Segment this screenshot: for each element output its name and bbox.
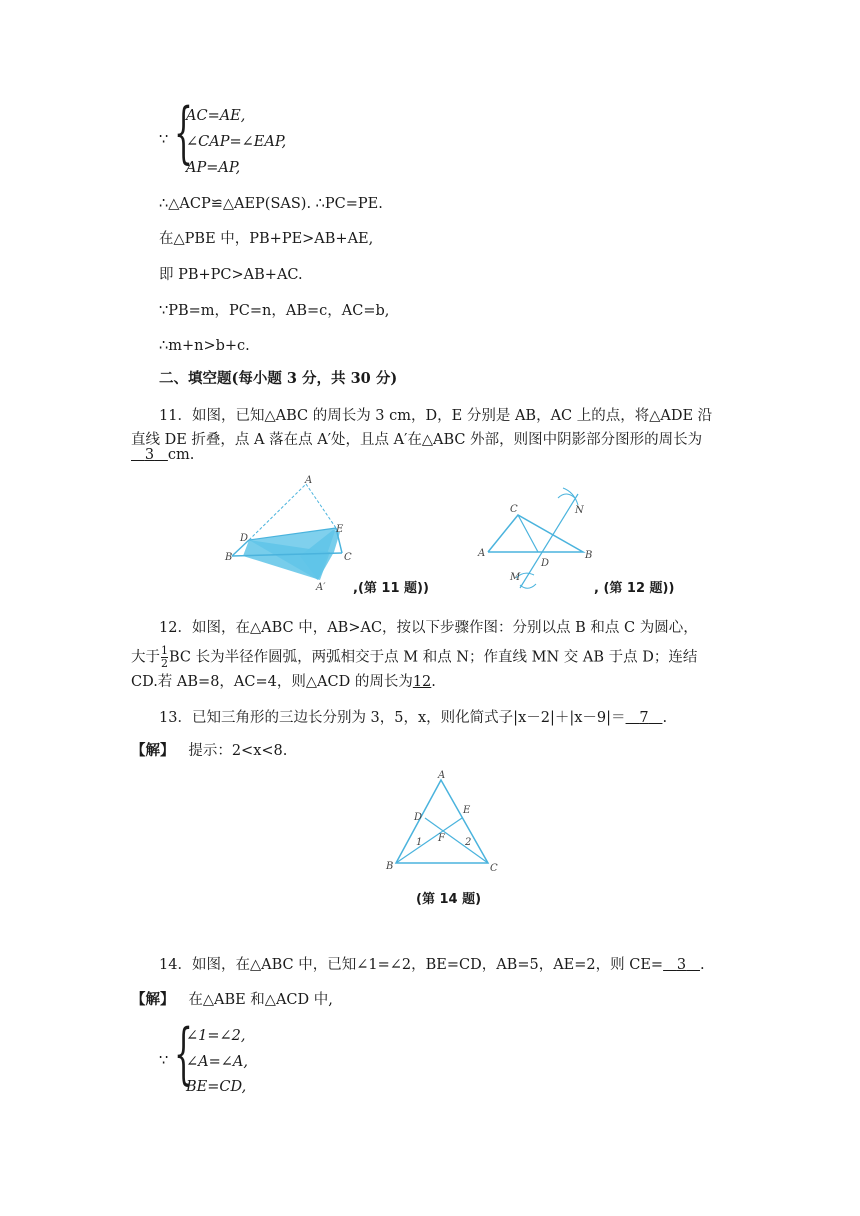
q11-text: 11．如图，已知△ABC 的周长为 3 cm，D，E 分别是 AB，AC 上的点，将△ADE 沿 [159,408,713,424]
q13-solution: 【解】 提示：2<x<8. [131,742,288,759]
system-line: ∠1=∠2, [186,1028,246,1044]
point-label: D [240,533,249,544]
answer-blank: 3 [144,447,155,463]
point-label: D [541,558,550,569]
point-label: A′ [316,582,326,593]
proof-line: ∵PB=m，PC=n，AB=c，AC=b, [159,303,390,319]
point-label: C [490,863,498,874]
point-label: N [575,505,584,516]
system-line: BE=CD, [186,1079,247,1095]
q14-text: 14．如图，在△ABC 中，已知∠1=∠2，BE=CD，AB=5，AE=2，则 CE= 3 . [159,957,705,973]
fraction-denominator: 2 [161,657,168,670]
point-label: B [225,552,233,563]
q14-solution: 【解】 在△ABE 和△ACD 中, [131,991,333,1008]
point-label: B [386,861,394,872]
point-label: M [510,572,521,583]
proof-line: ∴m+n>b+c. [159,338,250,354]
answer-blank: 12 [412,674,432,690]
because-symbol: ∵ [159,1053,169,1069]
q12-answer-line: CD.若 AB=8，AC=4，则△ACD 的周长为12. [131,674,436,690]
point-label: F [438,833,445,844]
answer-blank: 3 [676,957,687,973]
q11-answer-line: 3 cm. [131,445,194,465]
answer-blank: 7 [639,710,649,726]
proof-line: 即 PB+PC>AB+AC. [159,267,303,283]
point-label: D [414,812,423,823]
system-brace: { [174,94,193,171]
figure-caption: (第 14 题) [416,892,482,907]
point-label: C [510,504,518,515]
because-symbol: ∵ [159,132,169,148]
system-line: ∠A=∠A, [186,1054,249,1070]
fraction-numerator: 1 [161,644,168,657]
figure-caption: ,(第 11 题)) [353,581,429,596]
q12-text: 大于 $\frac{1}{2}$ BC 长为半径作圆弧，两弧相交于点 M 和点 N；作直线 MN 交 AB 于点 D；连结 [131,644,698,670]
system-line: AP=AP, [186,160,241,176]
point-label: E [336,524,344,535]
system-brace: { [174,1015,193,1092]
point-label: E [463,805,471,816]
angle-label: 1 [416,837,423,848]
q12-text: 12．如图，在△ABC 中，AB>AC，按以下步骤作图：分别以点 B 和点 C 为圆心， [159,620,698,636]
q13-text: 13．已知三角形的三边长分别为 3，5，x，则化简式子|x－2|＋|x－9|＝ 7 . [159,710,668,726]
section-title: 二、填空题(每小题 3 分，共 30 分) [159,370,398,387]
point-label: B [585,550,593,561]
proof-line: 在△PBE 中，PB+PE>AB+AE, [159,231,374,247]
q11-text: 直线 DE 折叠，点 A 落在点 A′处，且点 A′在△ABC 外部，则图中阴影部分图形的周长为 [131,432,703,448]
system-line: AC=AE, [186,108,246,124]
figure-caption: , (第 12 题)) [594,581,675,596]
angle-label: 2 [465,837,472,848]
proof-line: ∴△ACP≌△AEP(SAS). ∴PC=PE. [159,196,383,212]
point-label: C [344,552,352,563]
point-label: A [438,770,446,781]
point-label: A [478,548,486,559]
system-line: ∠CAP=∠EAP, [186,134,287,150]
point-label: A [305,475,313,486]
